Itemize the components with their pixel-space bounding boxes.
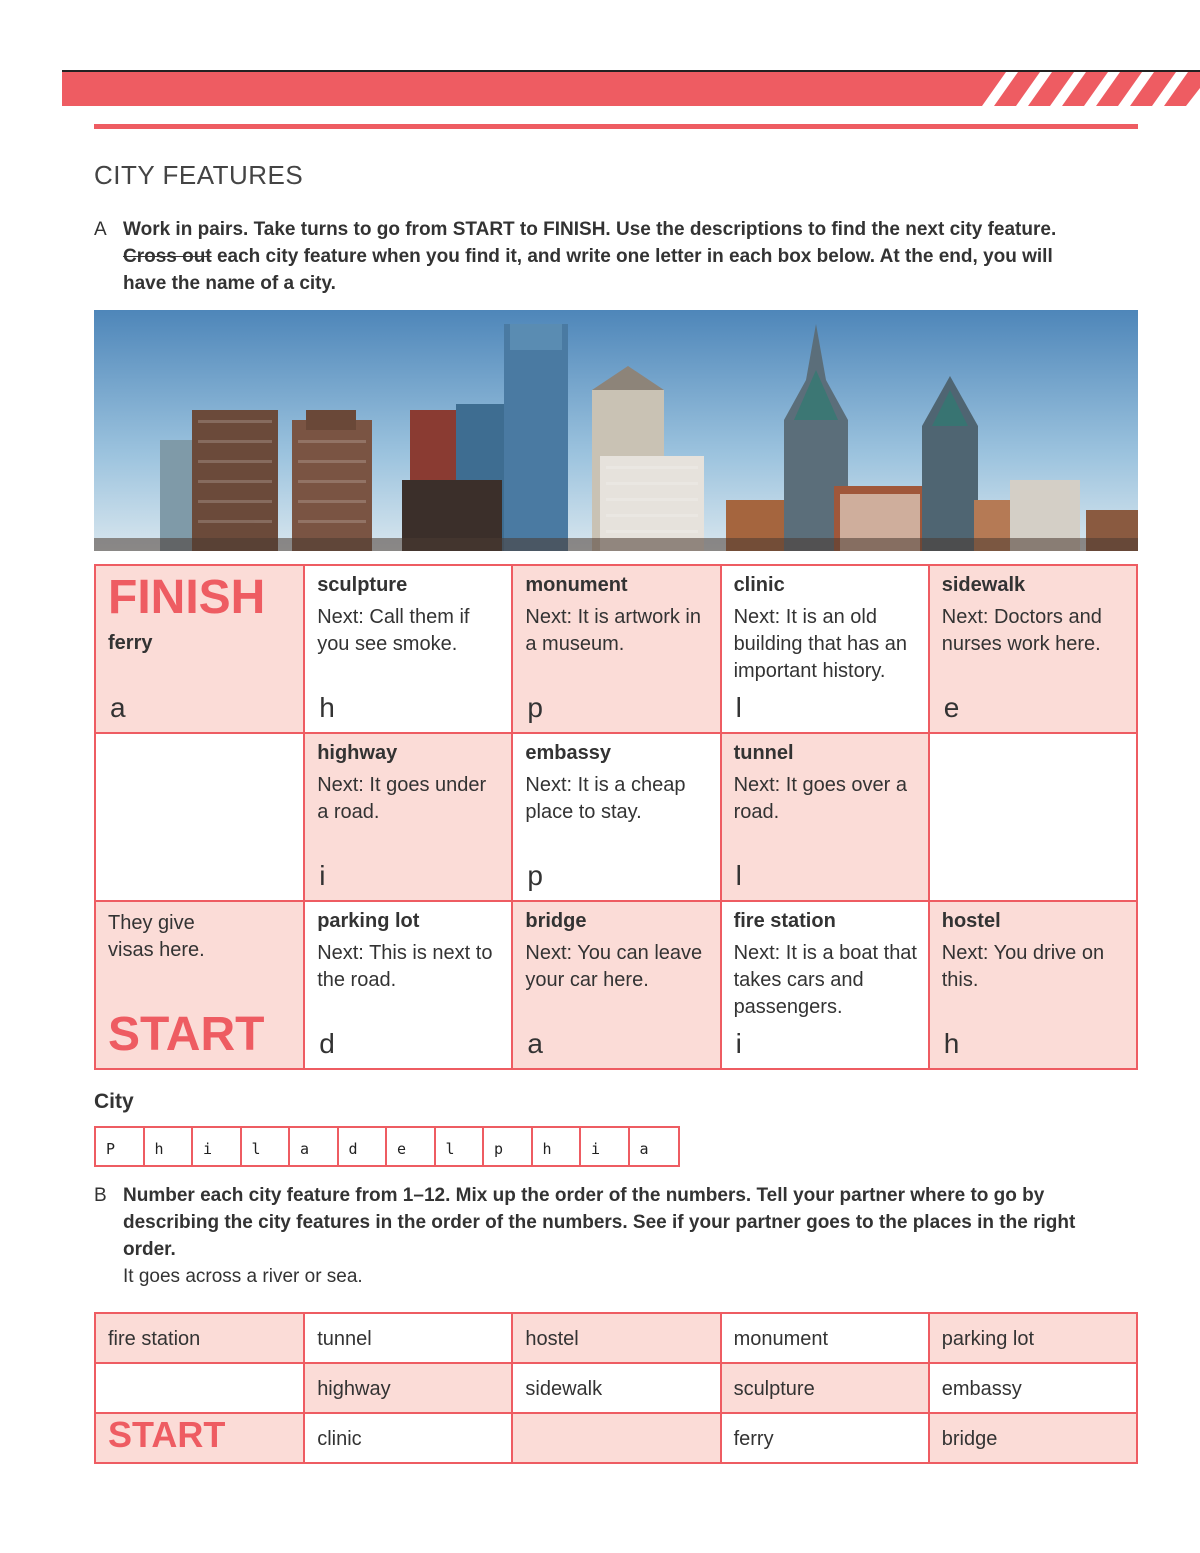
- grid-cell: [512, 1413, 720, 1463]
- clue-text: Next: It is artwork in a museum.: [525, 606, 701, 655]
- city-feature-word: highway: [317, 742, 398, 764]
- grid-cell: [721, 1413, 929, 1463]
- city-letter-box[interactable]: l: [436, 1128, 485, 1165]
- instruction-b: [94, 1182, 1094, 1263]
- instruction-a: [94, 216, 1094, 297]
- answer-letter: a: [110, 692, 126, 723]
- city-feature-word: clinic: [317, 1428, 362, 1450]
- city-feature-word: bridge: [525, 910, 587, 932]
- grid-cell: [95, 1413, 304, 1463]
- grid-cell: [95, 1363, 304, 1413]
- city-feature-word: sidewalk: [941, 574, 1026, 596]
- city-feature-word: tunnel: [733, 742, 794, 764]
- grid-cell: [95, 1313, 304, 1363]
- city-feature-word: fire station: [733, 910, 836, 932]
- city-feature-word: clinic: [733, 574, 785, 596]
- grid-row: [95, 1363, 1137, 1413]
- clue-text: Next: You can leave your car here.: [525, 942, 703, 991]
- city-letter-box[interactable]: i: [581, 1128, 630, 1165]
- instruction-a-part1: Work in pairs. Take turns to go from START to FINISH. Use the descriptions to find the next city feature.: [123, 219, 1057, 240]
- grid-cell: [721, 1313, 929, 1363]
- clue-text: Next: You drive on this.: [941, 942, 1105, 991]
- grid-cell: [95, 901, 304, 1069]
- city-feature-word: sculpture: [733, 1378, 815, 1400]
- city-feature-word: hostel: [941, 910, 1001, 932]
- grid-cell: [304, 1363, 512, 1413]
- city-feature-word: sidewalk: [525, 1378, 603, 1400]
- city-letter-box[interactable]: a: [639, 1140, 649, 1158]
- city-feature-word: fire station: [108, 1328, 201, 1350]
- start-label: START: [108, 1414, 226, 1455]
- city-feature-word: embassy: [525, 742, 611, 764]
- city-letter-box[interactable]: l: [242, 1128, 291, 1165]
- city-letter-box[interactable]: d: [339, 1128, 388, 1165]
- city-feature-word: parking lot: [941, 1328, 1035, 1350]
- answer-letter: i: [735, 1028, 742, 1059]
- header-rule: [94, 124, 1138, 129]
- clue-text: Next: Doctors and nurses work here.: [941, 606, 1102, 655]
- answer-letter: e: [943, 692, 960, 723]
- board-game-grid-b: [94, 1312, 1138, 1464]
- city-feature-word: highway: [317, 1378, 391, 1400]
- grid-cell: [95, 565, 304, 733]
- grid-row: [95, 565, 1137, 733]
- answer-letter: l: [735, 692, 742, 723]
- grid-row: [95, 1313, 1137, 1363]
- clue-text: Next: It goes over a road.: [733, 774, 907, 823]
- grid-cell: [304, 565, 512, 733]
- grid-cell: [721, 901, 929, 1069]
- grid-cell: [929, 901, 1137, 1069]
- grid-row: [95, 733, 1137, 901]
- grid-cell: [929, 1313, 1137, 1363]
- city-skyline-photo: [94, 310, 1138, 551]
- start-label: START: [108, 1008, 265, 1061]
- grid-cell: [304, 901, 512, 1069]
- grid-cell: [929, 733, 1137, 901]
- example-description: It goes across a river or sea.: [123, 1266, 363, 1287]
- clue-text: Next: Call them if you see smoke.: [317, 606, 470, 655]
- section-letter-b: B: [94, 1185, 107, 1206]
- city-letter-box[interactable]: h: [533, 1128, 582, 1165]
- city-feature-word: embassy: [941, 1378, 1022, 1400]
- clue-text: Next: It goes under a road.: [317, 774, 487, 823]
- instruction-b-text: Number each city feature from 1–12. Mix up the order of the numbers. Tell your partner where to go by describing the city features in the order of the numbers. See if your partner goes to the places in the right order.: [123, 1185, 1076, 1260]
- answer-letter: i: [319, 860, 326, 891]
- board-game-grid: [94, 564, 1138, 1070]
- grid-cell: [512, 1363, 720, 1413]
- finish-label: FINISH: [108, 571, 266, 624]
- city-letter-box[interactable]: i: [193, 1128, 242, 1165]
- answer-letter: l: [735, 860, 742, 891]
- section-letter-a: A: [94, 219, 107, 240]
- grid-cell: [721, 565, 929, 733]
- grid-cell: [304, 733, 512, 901]
- clue-text: Next: It is a cheap place to stay.: [525, 774, 686, 823]
- city-feature-word: sculpture: [317, 574, 408, 596]
- header-stripes: [968, 72, 1200, 106]
- city-answer-boxes: [94, 1126, 680, 1167]
- city-letter-box[interactable]: e: [387, 1128, 436, 1165]
- city-letter-box[interactable]: a: [290, 1128, 339, 1165]
- grid-cell: [512, 901, 720, 1069]
- grid-cell: [929, 565, 1137, 733]
- instruction-a-text: [123, 216, 1094, 297]
- clue-text: Next: This is next to the road.: [317, 942, 493, 991]
- grid-cell: [512, 1313, 720, 1363]
- city-feature-word: ferry: [108, 632, 153, 654]
- grid-row: [95, 901, 1137, 1069]
- city-feature-word: tunnel: [317, 1328, 372, 1350]
- answer-letter: d: [319, 1028, 335, 1059]
- grid-cell: [304, 1313, 512, 1363]
- answer-letter: a: [527, 1028, 543, 1059]
- city-feature-word: monument: [733, 1328, 829, 1350]
- grid-cell: [721, 733, 929, 901]
- answer-letter: p: [527, 860, 543, 891]
- city-feature-word: bridge: [941, 1428, 998, 1450]
- grid-cell: [304, 1413, 512, 1463]
- grid-row: [95, 1413, 1137, 1463]
- city-label: City: [94, 1090, 134, 1113]
- grid-cell: [929, 1413, 1137, 1463]
- clue-text: They give visas here.: [108, 912, 205, 961]
- grid-cell: [929, 1363, 1137, 1413]
- city-feature-word: parking lot: [317, 910, 420, 932]
- grid-cell: [512, 733, 720, 901]
- city-feature-word: ferry: [733, 1428, 774, 1450]
- answer-letter: p: [527, 692, 543, 723]
- city-feature-word: hostel: [525, 1328, 579, 1350]
- city-letter-box[interactable]: P: [96, 1128, 145, 1165]
- cross-out-word: Cross out: [123, 246, 212, 267]
- city-feature-word: monument: [525, 574, 628, 596]
- city-letter-box[interactable]: p: [484, 1128, 533, 1165]
- grid-cell: [721, 1363, 929, 1413]
- clue-text: Next: It is an old building that has an important history.: [733, 606, 908, 682]
- page-title: CITY FEATURES: [94, 160, 304, 190]
- instruction-a-part2: each city feature when you find it, and write one letter in each box below. At the end, you will have the name of a city.: [123, 246, 1053, 294]
- grid-cell: [95, 733, 304, 901]
- answer-letter: h: [943, 1028, 960, 1059]
- clue-text: Next: It is a boat that takes cars and passengers.: [733, 942, 917, 1018]
- answer-letter: h: [319, 692, 335, 723]
- grid-cell: [512, 565, 720, 733]
- city-letter-box[interactable]: h: [145, 1128, 194, 1165]
